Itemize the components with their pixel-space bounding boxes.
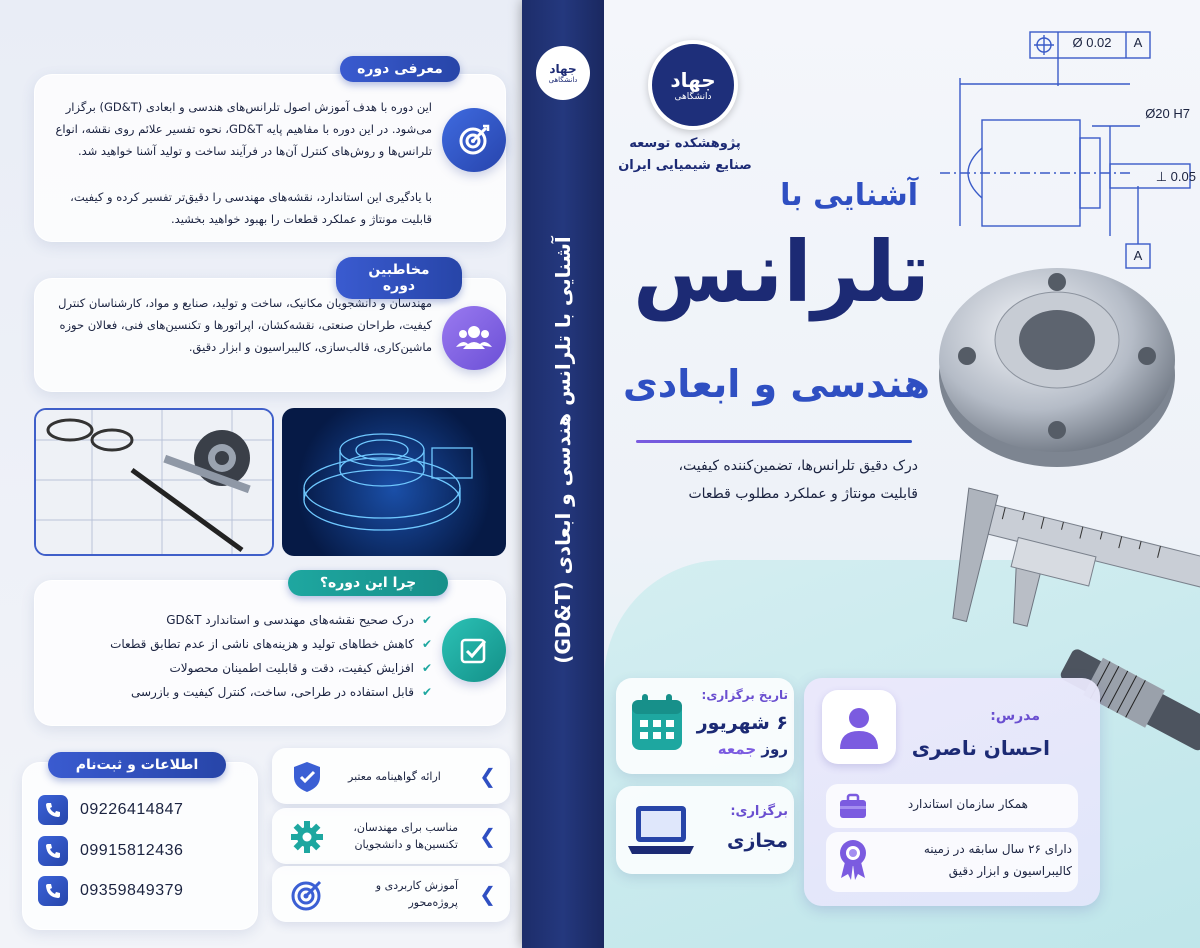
badge-icon: [836, 838, 870, 880]
title-underline: [636, 440, 912, 443]
person-icon: [838, 705, 880, 749]
org-logo: [648, 40, 738, 130]
flange-illustration: [932, 260, 1182, 470]
dim-label: Ø20 H7: [1145, 106, 1190, 121]
experience-line-2: کالیبراسیون و ابزار دقیق: [948, 864, 1072, 878]
gear-icon: [290, 820, 324, 854]
why-heading: چرا این دوره؟: [288, 570, 448, 596]
why-item: ✔درک صحیح نقشه‌های مهندسی و استاندارد GD&T: [166, 613, 432, 627]
intro-heading: معرفی دوره: [340, 56, 460, 82]
why-list: [60, 608, 432, 704]
perp-label: ⊥ 0.05: [1155, 169, 1196, 184]
experience-line-1: دارای ۲۶ سال سابقه در زمینه: [923, 842, 1072, 856]
feature-audience: [272, 808, 510, 864]
intro-paragraph-2: با یادگیری این استاندارد، نقشه‌های مهندسی را دقیق‌تر تفسیر کرده و کیفیت، قابلیت مونتاژ و عملکرد قطعات را بهبود خواهید بخشید.: [70, 190, 432, 226]
spine-title: آشنایی با تلرانس هندسی و ابعادی (GD&T): [551, 236, 575, 664]
phone-row-2[interactable]: [38, 836, 238, 866]
logo-text: جهاد: [670, 68, 716, 92]
date-value: ۶ شهریور: [696, 712, 788, 734]
day-prefix: روز: [761, 740, 788, 758]
phone-row-3[interactable]: [38, 876, 238, 906]
feature-certificate: [272, 748, 510, 804]
target-icon: [290, 878, 324, 912]
feature-label: آموزش کاربردی و پروژه‌محور: [375, 879, 458, 909]
contact-heading: اطلاعات و ثبت‌نام: [48, 752, 226, 778]
main-title: تلرانس: [632, 223, 930, 321]
subtitle: هندسی و ابعادی: [622, 362, 930, 406]
instructor-role: همکار سازمان استاندارد: [907, 797, 1028, 811]
phone-number[interactable]: 09226414847: [80, 801, 184, 818]
wireframe-photo: [282, 408, 506, 556]
briefcase-icon: [838, 792, 868, 820]
mode-value: مجازی: [727, 830, 788, 852]
phone-icon: [38, 876, 68, 906]
feature-label: مناسب برای مهندسان، تکنسین‌ها و دانشجویان: [353, 821, 458, 851]
pre-title: آشنایی با: [780, 178, 918, 213]
phone-number[interactable]: 09359849379: [80, 882, 184, 899]
tagline-2: قابلیت مونتاژ و عملکرد مطلوب قطعات: [688, 486, 918, 502]
tagline-1: درک دقیق تلرانس‌ها، تضمین‌کننده کیفیت،: [678, 458, 918, 474]
phone-number[interactable]: 09915812436: [80, 842, 184, 859]
phone-icon: [38, 795, 68, 825]
why-item: ✔قابل استفاده در طراحی، ساخت، کنترل کیفیت و بازرسی: [130, 685, 432, 699]
phone-icon: [38, 836, 68, 866]
date-label: تاریخ برگزاری:: [701, 688, 788, 702]
spine-logo: [536, 46, 590, 100]
drawing-photo: [34, 408, 274, 556]
feature-practical: [272, 866, 510, 922]
shield-icon: [290, 760, 324, 794]
laptop-icon: [626, 802, 696, 858]
chevron-icon: ❯: [479, 824, 496, 848]
day-value: جمعه: [717, 740, 757, 758]
phone-row-1[interactable]: [38, 795, 238, 825]
datum-label: A: [1133, 248, 1143, 263]
spine-logo-text: جهاد: [549, 62, 577, 76]
logo-subtext: دانشگاهی: [674, 92, 712, 102]
day-row: [690, 740, 788, 758]
instructor-name: احسان ناصری: [911, 736, 1050, 760]
target-icon: [442, 108, 506, 172]
why-item: ✔افزایش کیفیت، دقت و قابلیت اطمینان محصولات: [169, 661, 432, 675]
mode-label: برگزاری:: [730, 804, 788, 819]
fcf-value: Ø 0.02: [1072, 35, 1112, 50]
users-icon: [442, 306, 506, 370]
feature-label: ارائه گواهینامه معتبر: [348, 769, 441, 783]
chevron-icon: ❯: [479, 764, 496, 788]
audience-text: مهندسان و دانشجویان مکانیک، ساخت و تولید، صنایع و مواد، کارشناسان کنترل کیفیت، طراحان صنعتی، نقشه‌کشان، اپراتورها و تکنسین‌های فنی، فعالان حوزه ماشین‌کاری، قالب‌سازی، کالیبراسیون و ابزار دقیق.: [58, 296, 432, 354]
why-item: ✔کاهش خطاهای تولید و هزینه‌های ناشی از عدم تطابق قطعات: [110, 637, 432, 651]
audience-heading: مخاطبین دوره: [336, 257, 462, 299]
org-name-2: صنایع شیمیایی ایران: [618, 158, 752, 173]
fcf-datum: A: [1133, 35, 1143, 50]
intro-paragraph-1: این دوره با هدف آموزش اصول تلرانس‌های هندسی و ابعادی (GD&T) برگزار می‌شود. در این دوره با مفاهیم پایه GD&T، نحوه تفسیر علائم روی نقشه، انواع تلرانس‌ها و روش‌های کنترل آن‌ها در فرآیند ساخت و تولید آشنا خواهید شد.: [55, 100, 432, 158]
checklist-icon: [442, 618, 506, 682]
org-name-1: پژوهشکده توسعه: [629, 136, 741, 151]
chevron-icon: ❯: [479, 882, 496, 906]
spine-logo-sub: دانشگاهی: [548, 76, 578, 84]
avatar: [822, 690, 896, 764]
calendar-icon: [630, 692, 684, 754]
technical-drawing: [930, 26, 1200, 276]
instructor-label: مدرس:: [990, 708, 1040, 724]
